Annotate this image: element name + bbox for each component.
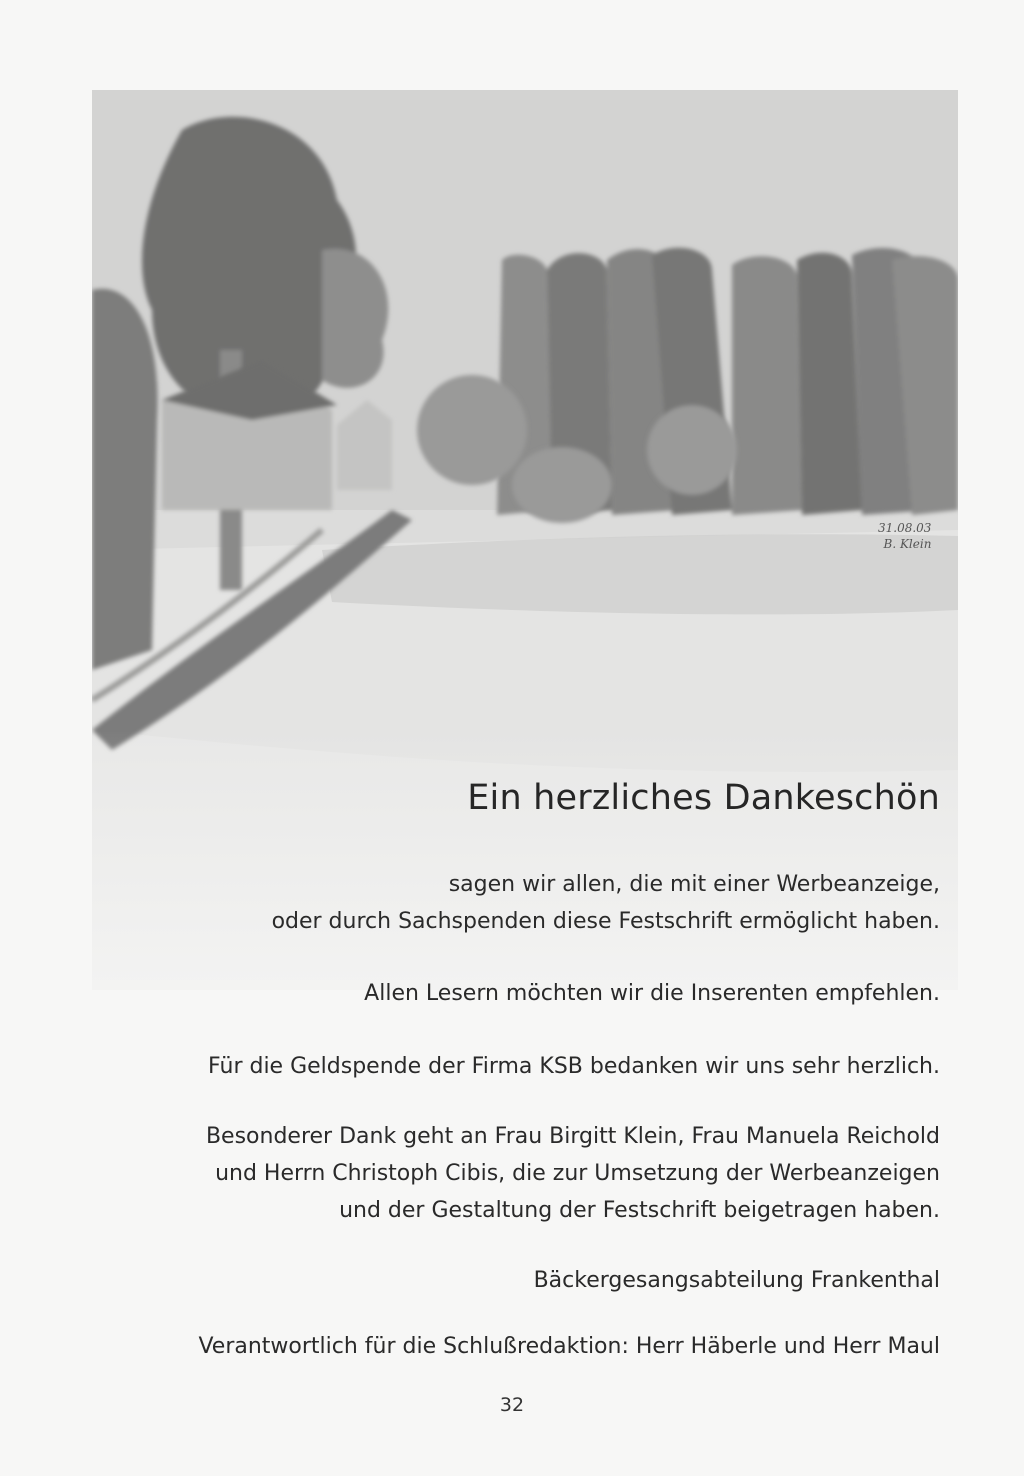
- paragraph-donation: [80, 1048, 940, 1085]
- paragraph-thanks-advertisers: [160, 866, 940, 940]
- signature-name: B. Klein: [883, 537, 932, 551]
- text-line: und Herrn Christoph Cibis, die zur Umsetzung der Werbeanzeigen: [215, 1161, 940, 1186]
- text-line: Verantwortlich für die Schlußredaktion: Herr Häberle und Herr Maul: [198, 1334, 940, 1359]
- artist-signature: [878, 520, 931, 552]
- text-line: Für die Geldspende der Firma KSB bedanken wir uns sehr herzlich.: [208, 1054, 940, 1079]
- paragraph-readers: [160, 975, 940, 1012]
- paragraph-special-thanks: [80, 1118, 940, 1229]
- page-number: 32: [499, 1394, 525, 1416]
- text-line: und der Gestaltung der Festschrift beigetragen haben.: [339, 1198, 940, 1223]
- signature-date: 31.08.03: [878, 521, 932, 535]
- editorial-credit: [80, 1328, 940, 1365]
- text-line: oder durch Sachspenden diese Festschrift ermöglicht haben.: [271, 909, 940, 934]
- page-title: Ein herzliches Dankeschön: [467, 778, 940, 818]
- text-line: Bäckergesangsabteilung Frankenthal: [533, 1268, 940, 1293]
- text-line: Allen Lesern möchten wir die Inserenten empfehlen.: [364, 981, 940, 1006]
- text-line: Besonderer Dank geht an Frau Birgitt Klein, Frau Manuela Reichold: [205, 1124, 940, 1149]
- text-line: sagen wir allen, die mit einer Werbeanzeige,: [448, 872, 940, 897]
- signoff-organization: [240, 1262, 940, 1299]
